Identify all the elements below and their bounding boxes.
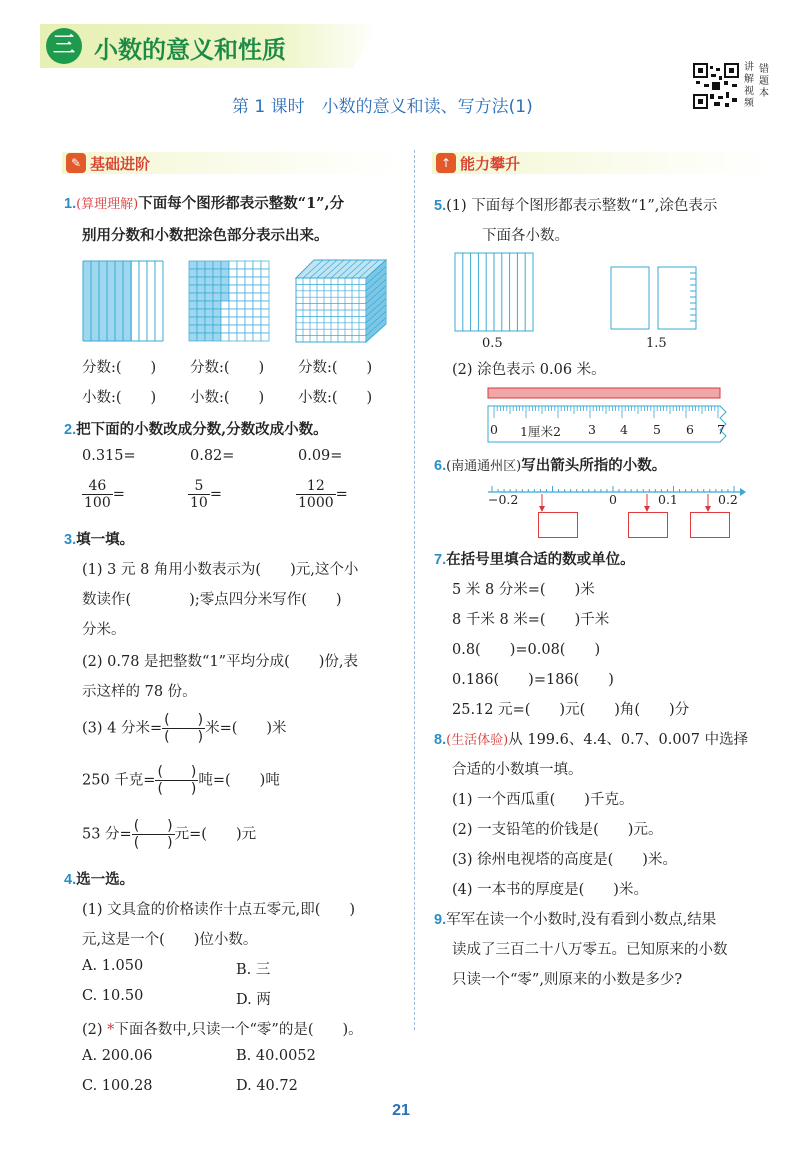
chapter-banner: [40, 24, 380, 68]
q3-part1-line3: 分米。: [82, 622, 126, 638]
q4-option-d2[interactable]: D. 40.72: [236, 1078, 298, 1094]
q3-part1-line2: 数读作( );零点四分米写作( ): [82, 592, 342, 608]
q7-line-1: 5 米 8 分米=( )米: [452, 582, 595, 598]
q1-decimal-row: 小数:( ): [82, 390, 157, 406]
pencil-icon: ✎: [66, 153, 86, 173]
q4-option-d1[interactable]: D. 两: [236, 992, 271, 1008]
q6-label-zero: 0: [609, 492, 617, 507]
q7-line-3: 0.8( )=0.08( ): [452, 642, 601, 658]
qr-label-mistakes: 错题本: [759, 64, 769, 99]
q5-caption-2: 1.5: [646, 336, 667, 351]
q4-option-a1[interactable]: A. 1.050: [82, 958, 144, 974]
q4-prompt: 4.选一选。: [64, 871, 135, 888]
q7-line-2: 8 千米 8 米=( )千米: [452, 612, 610, 628]
ruler-label-6: 6: [686, 422, 694, 437]
q9-line1: 9.军军在读一个小数时,没有看到小数点,结果: [434, 912, 717, 928]
q4-option-a2[interactable]: A. 200.06: [82, 1048, 153, 1064]
q7-line-4: 0.186( )=186( ): [452, 672, 614, 688]
qr-code-icon: [692, 62, 740, 110]
ruler-label-5: 5: [653, 422, 661, 437]
q2-decimal-2: 0.82=: [190, 448, 235, 464]
q8-item-1: (1) 一个西瓜重( )千克。: [452, 792, 634, 808]
q6-answer-box-3[interactable]: [690, 512, 730, 538]
q1-figure-cube: [292, 256, 392, 346]
q4-option-c2[interactable]: C. 100.28: [82, 1078, 153, 1094]
q1-figure-hundredths: [188, 260, 270, 342]
q6-label-neg: −0.2: [488, 492, 519, 507]
q5-figure-tenths: [454, 252, 534, 332]
q6-prompt: 6.(南通通州区)写出箭头所指的小数。: [434, 457, 667, 474]
section-basic: ✎ 基础进阶: [62, 152, 402, 176]
q4-option-b2[interactable]: B. 40.0052: [236, 1048, 316, 1064]
q2-prompt: 2.把下面的小数改成分数,分数改成小数。: [64, 421, 328, 438]
page-number: 21: [392, 1102, 410, 1119]
q2-decimal-1: 0.315=: [82, 448, 136, 464]
q2-fraction-1: $\frac{46}{100}$ =: [84, 478, 125, 511]
q1-fraction-row-3: 分数:( ): [298, 360, 373, 376]
ruler-label-3: 3: [588, 422, 596, 437]
q1-decimal-row-2: 小数:( ): [190, 390, 265, 406]
q3-part1-line1: (1) 3 元 8 角用小数表示为( )元,这个小: [82, 562, 359, 578]
q2-decimal-3: 0.09=: [298, 448, 343, 464]
q3-prompt: 3.填一填。: [64, 531, 135, 548]
q7-line-5: 25.12 元=( )元( )角( )分: [452, 702, 690, 718]
q4-part1-line2: 元,这是一个( )位小数。: [82, 932, 258, 948]
q4-option-b1[interactable]: B. 三: [236, 962, 271, 978]
section-advanced: ↑ 能力攀升: [432, 152, 772, 176]
q5-figure-two-units: [610, 266, 710, 330]
q5-caption-1: 0.5: [482, 336, 503, 351]
q6-answer-box-1[interactable]: [538, 512, 578, 538]
chapter-title: 小数的意义和性质: [94, 36, 286, 64]
q8-line1: 8.(生活体验)从 199.6、4.4、0.7、0.007 中选择: [434, 732, 749, 748]
q9-line3: 只读一个“零”,则原来的小数是多少?: [452, 972, 683, 988]
q7-prompt: 7.在括号里填合适的数或单位。: [434, 551, 635, 568]
qr-code[interactable]: [692, 62, 740, 110]
star-icon: *: [107, 1022, 115, 1038]
q2-fraction-2: $\frac{5}{10}$ =: [190, 478, 222, 511]
ruler-label-1: 1厘米2: [520, 424, 561, 439]
climb-icon: ↑: [436, 153, 456, 173]
column-divider: [414, 150, 415, 1030]
q8-item-4: (4) 一本书的厚度是( )米。: [452, 882, 648, 898]
q1-fraction-row: 分数:( ): [82, 360, 157, 376]
q4-part2: (2) *下面各数中,只读一个“零”的是( )。: [82, 1022, 363, 1038]
ruler-label-7: 7: [717, 422, 725, 437]
q9-line2: 读成了三百二十八万零五。已知原来的小数: [452, 942, 728, 958]
q6-label-01: 0.1: [658, 492, 678, 507]
ruler-label-4: 4: [620, 422, 628, 437]
q6-answer-box-2[interactable]: [628, 512, 668, 538]
q3-part3-line2: 250 千克= $\frac{( )}{( )}$ 吨=( )吨: [82, 764, 280, 797]
q5-part2: (2) 涂色表示 0.06 米。: [452, 362, 606, 378]
q1-line1: 1.(算理理解)下面每个图形都表示整数“1”,分: [64, 195, 345, 212]
q2-fraction-3: $\frac{12}{1000}$ =: [298, 478, 348, 511]
lesson-title: 第 1 课时 小数的意义和读、写方法(1): [232, 97, 533, 117]
q1-decimal-row-3: 小数:( ): [298, 390, 373, 406]
ruler-label-0: 0: [490, 422, 498, 437]
q6-label-02: 0.2: [718, 492, 738, 507]
q3-part2-line2: 示这样的 78 份。: [82, 684, 197, 700]
q1-line2: 别用分数和小数把涂色部分表示出来。: [82, 227, 329, 244]
q5-line2: 下面各小数。: [482, 228, 569, 244]
q4-part1-line1: (1) 文具盒的价格读作十点五零元,即( ): [82, 902, 356, 918]
q8-item-2: (2) 一支铅笔的价钱是( )元。: [452, 822, 663, 838]
q3-part2-line1: (2) 0.78 是把整数“1”平均分成( )份,表: [82, 654, 359, 670]
q8-item-3: (3) 徐州电视塔的高度是( )米。: [452, 852, 677, 868]
q4-option-c1[interactable]: C. 10.50: [82, 988, 144, 1004]
q1-fraction-row-2: 分数:( ): [190, 360, 265, 376]
qr-label-video: 讲解视频: [744, 62, 754, 109]
q1-figure-tenths: [82, 260, 164, 342]
q3-part3-line3: 53 分= $\frac{( )}{( )}$ 元=( )元: [82, 818, 257, 851]
q5-line1: 5.(1) 下面每个图形都表示整数“1”,涂色表示: [434, 198, 718, 214]
q8-line2: 合适的小数填一填。: [452, 762, 583, 778]
q3-part3-line1: (3) 4 分米= $\frac{( )}{( )}$ 米=( )米: [82, 712, 287, 745]
chapter-number-badge: 三: [46, 28, 82, 64]
